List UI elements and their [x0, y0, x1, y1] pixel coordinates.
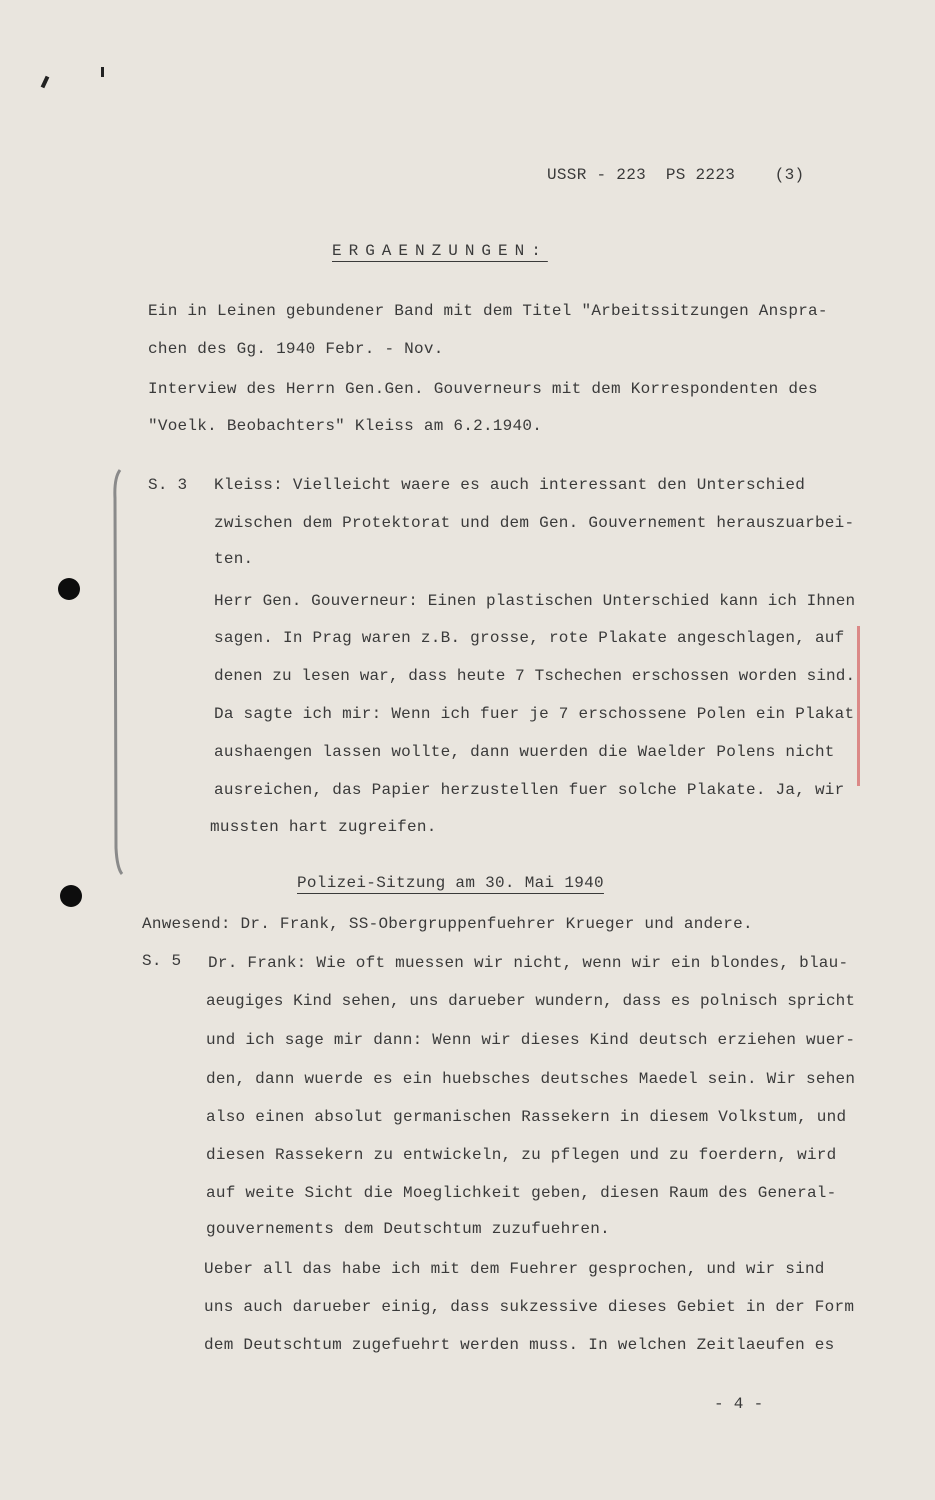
- text-line: mussten hart zugreifen.: [210, 818, 437, 836]
- ink-mark: [101, 67, 104, 77]
- text-line: Kleiss: Vielleicht waere es auch interessant den Unterschied: [214, 476, 806, 494]
- text-line: und ich sage mir dann: Wenn wir dieses Kind deutsch erziehen wuer-: [206, 1031, 856, 1049]
- intro-line: Interview des Herrn Gen.Gen. Gouverneurs mit dem Korrespondenten des: [148, 380, 818, 398]
- intro-line: Ein in Leinen gebundener Band mit dem Titel "Arbeitssitzungen Anspra-: [148, 302, 828, 320]
- text-line: sagen. In Prag waren z.B. grosse, rote Plakate angeschlagen, auf: [214, 629, 845, 647]
- punch-hole: [60, 885, 82, 907]
- text-line: auf weite Sicht die Moeglichkeit geben, diesen Raum des General-: [206, 1184, 837, 1202]
- text-line: aushaengen lassen wollte, dann wuerden die Waelder Polens nicht: [214, 743, 835, 761]
- pencil-bracket: [108, 468, 128, 878]
- text-line: ausreichen, das Papier herzustellen fuer solche Plakate. Ja, wir: [214, 781, 845, 799]
- attendance-line: Anwesend: Dr. Frank, SS-Obergruppenfuehrer Krueger und andere.: [142, 915, 753, 933]
- section-heading: Polizei-Sitzung am 30. Mai 1940: [297, 874, 604, 892]
- page-number: - 4 -: [714, 1395, 764, 1413]
- ink-mark: [41, 76, 50, 89]
- punch-hole: [58, 578, 80, 600]
- text-line: Dr. Frank: Wie oft muessen wir nicht, wenn wir ein blondes, blau-: [208, 954, 849, 972]
- page-title: ERGAENZUNGEN:: [332, 242, 548, 260]
- text-line: gouvernements dem Deutschtum zuzufuehren.: [206, 1220, 610, 1238]
- text-line: also einen absolut germanischen Rassekern in diesem Volkstum, und: [206, 1108, 847, 1126]
- intro-line: "Voelk. Beobachters" Kleiss am 6.2.1940.: [148, 417, 543, 435]
- text-line: denen zu lesen war, dass heute 7 Tschechen erschossen worden sind.: [214, 667, 856, 685]
- text-line: den, dann wuerde es ein huebsches deutsches Maedel sein. Wir sehen: [206, 1070, 856, 1088]
- text-line: uns auch darueber einig, dass sukzessive dieses Gebiet in der Form: [204, 1298, 855, 1316]
- text-line: Da sagte ich mir: Wenn ich fuer je 7 erschossene Polen ein Plakat: [214, 705, 855, 723]
- text-line: dem Deutschtum zugefuehrt werden muss. In welchen Zeitlaeufen es: [204, 1336, 835, 1354]
- text-line: zwischen dem Protektorat und dem Gen. Gouvernement herauszuarbei-: [214, 514, 855, 532]
- intro-line: chen des Gg. 1940 Febr. - Nov.: [148, 340, 444, 358]
- text-line: diesen Rassekern zu entwickeln, zu pflegen und zu foerdern, wird: [206, 1146, 837, 1164]
- text-line: Ueber all das habe ich mit dem Fuehrer gesprochen, und wir sind: [204, 1260, 825, 1278]
- text-line: Herr Gen. Gouverneur: Einen plastischen Unterschied kann ich Ihnen: [214, 592, 856, 610]
- section-ref: S. 3: [148, 476, 188, 494]
- section-ref: S. 5: [142, 952, 182, 970]
- text-line: ten.: [214, 550, 254, 568]
- red-margin-mark: [857, 626, 860, 786]
- document-reference: USSR - 223 PS 2223 (3): [547, 166, 805, 184]
- text-line: aeugiges Kind sehen, uns darueber wundern, dass es polnisch spricht: [206, 992, 856, 1010]
